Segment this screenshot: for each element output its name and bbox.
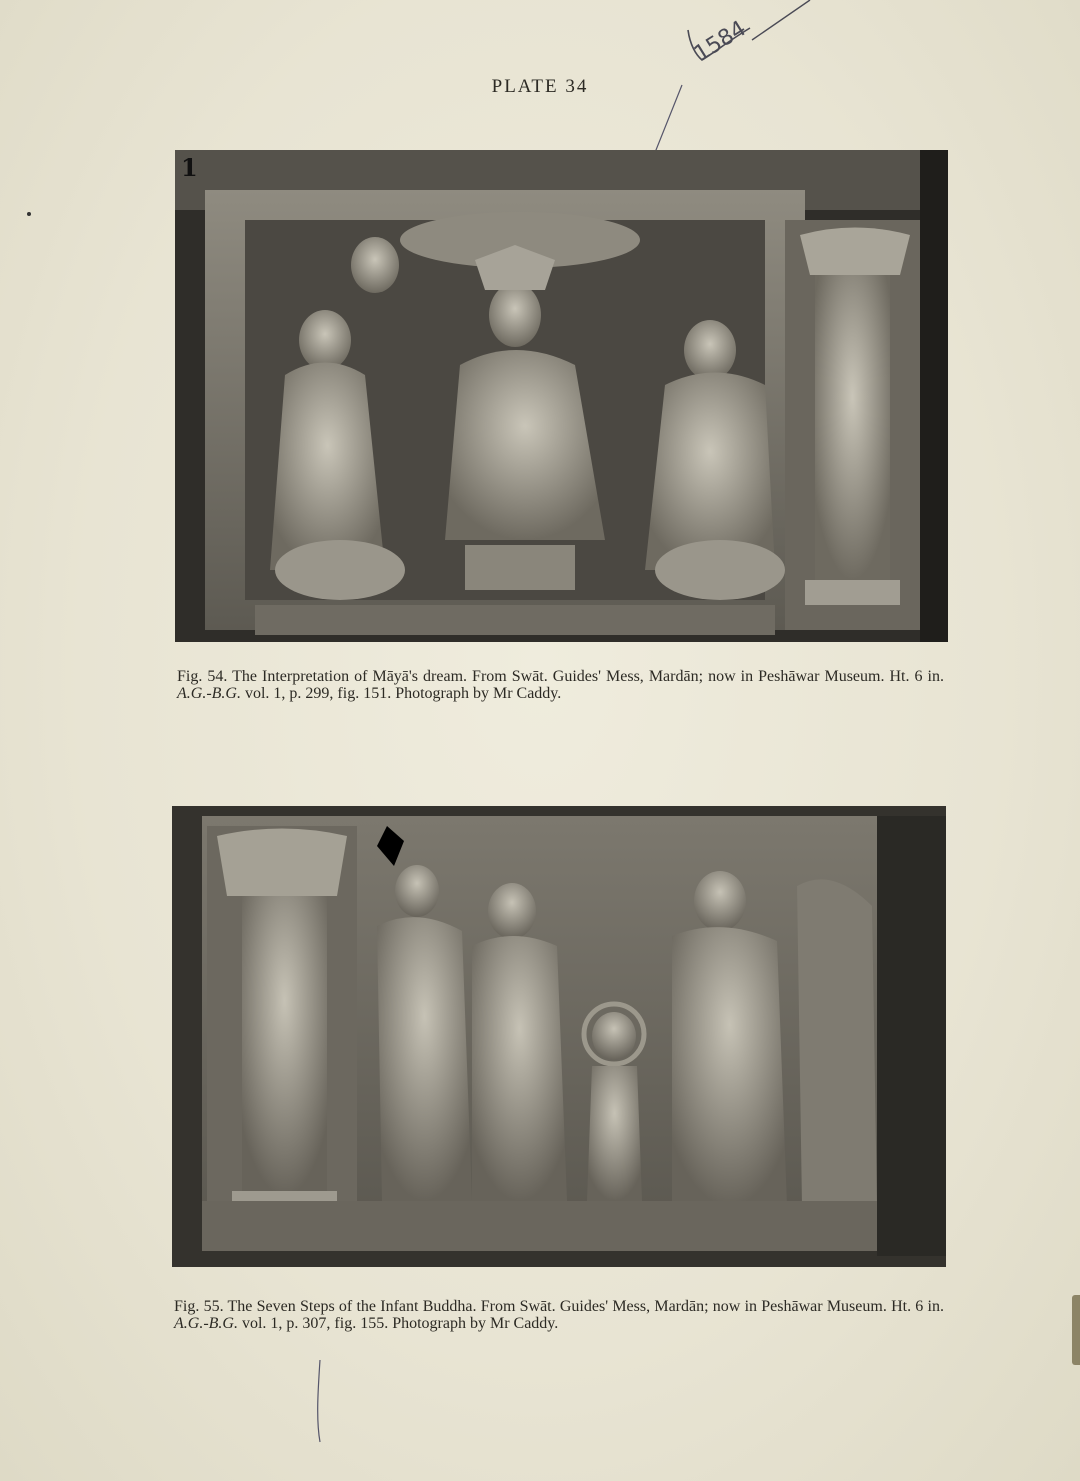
figure-54-photo <box>175 150 948 642</box>
figure-number-label: 1 <box>181 153 198 182</box>
ink-speck <box>27 212 31 216</box>
caption-text-end: vol. 1, p. 307, fig. 155. Photograph by Mr Caddy. <box>237 1315 559 1332</box>
relief-image-2 <box>172 806 946 1267</box>
figure-55-photo <box>172 806 946 1267</box>
caption-reference: A.G.-B.G. <box>177 685 241 702</box>
figure-54-caption <box>177 668 944 702</box>
pencil-stroke-bottom <box>300 1360 340 1450</box>
caption-reference: A.G.-B.G. <box>174 1315 238 1332</box>
figure-55-caption <box>174 1298 944 1332</box>
page-edge-tab <box>1072 1295 1080 1365</box>
pencil-note-text: 1584 <box>689 16 751 68</box>
caption-text-end: vol. 1, p. 299, fig. 151. Photograph by Mr Caddy. <box>240 685 562 702</box>
plate-title: PLATE 34 <box>491 76 589 97</box>
caption-text: Fig. 54. The Interpretation of Māyā's dream. From Swāt. Guides' Mess, Mardān; now in Peshāwar Museum. Ht. 6 in. <box>177 668 944 685</box>
caption-text: Fig. 55. The Seven Steps of the Infant Buddha. From Swāt. Guides' Mess, Mardān; now in Peshāwar Museum. Ht. 6 in. <box>174 1298 944 1315</box>
relief-image <box>175 150 948 642</box>
